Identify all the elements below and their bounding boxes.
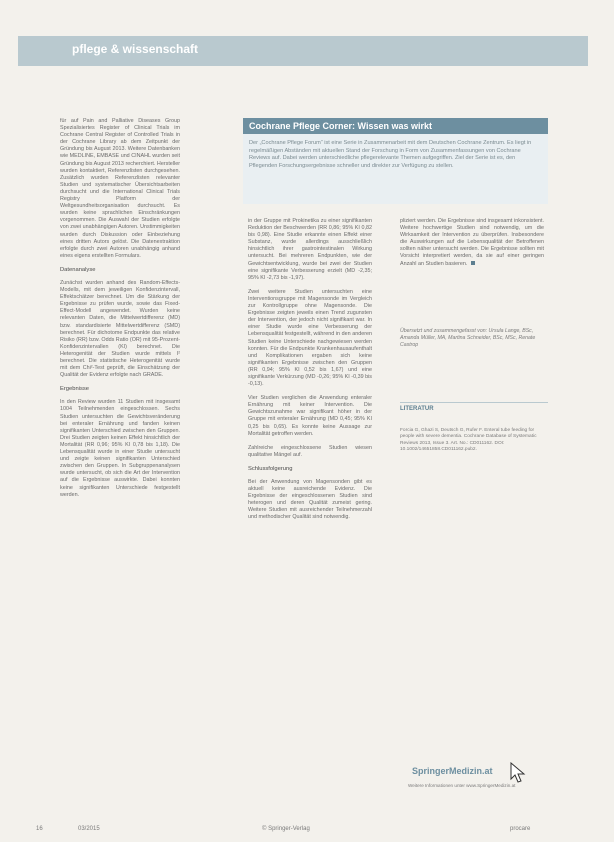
paragraph: Bei der Anwendung von Magensonden gibt es aktuell keine ausreichende Evidenz. Die Ergebnisse der eingeschlossenen Studien sind heterogen und deren Qualität zumeist gering. Weitere Studien mit ausreichender Teilnehmerzahl und methodischer Qualität sind notwendig. — [248, 479, 372, 521]
article-column-2 — [248, 218, 372, 718]
paragraph — [400, 218, 544, 268]
cochrane-info-box — [243, 118, 548, 204]
section-title: pflege & wissenschaft — [72, 42, 199, 56]
footer-page-number: 16 — [36, 826, 43, 832]
paragraph-text: pliziert werden. Die Ergebnisse sind insgesamt inkonsistent. Weitere hochwertige Studien sind notwendig, um die Wirksamkeit der Intervention zu überprüfen. Insbesondere die Auswirkungen auf die Lebensqualität der Betroffenen sollten näher untersucht werden. Die Ergebnisse sollten mit Vorsicht interpretiert werden, da sie auf einer geringen Anzahl an Studien basieren. — [400, 218, 544, 267]
subheading: Ergebnisse — [60, 386, 90, 393]
footer-issue: 03/2015 — [78, 826, 100, 832]
paragraph: Vier Studien verglichen die Anwendung enteraler Ernährung mit keiner Intervention. Die Gewichtszunahme war signifikant höher in der Gruppe mit enteraler Ernährung (MD 0,45; 95% KI 0,25 bis 0,65). Es konnte keine Aussage zur Mortalität getroffen werden. — [248, 395, 372, 437]
footer-journal: procare — [510, 826, 531, 832]
article-column-1 — [60, 118, 180, 728]
article-column-3 — [400, 218, 544, 308]
paragraph: Zahlreiche eingeschlossene Studien wiesen qualitative Mängel auf. — [248, 444, 372, 458]
end-mark-icon — [471, 261, 475, 265]
paragraph: für auf Pain and Palliative Diseases Group Spezialisiertes Register of Clinical Trials im Cochrane Central Register of Controlled Trials in der Cochrane Library ab dem Zeitpunkt der Gründung bis August 2013. Weitere Datenbanken wie MEDLINE, EMBASE und CINAHL wurden seit Gründung bis August 2013 recherchiert. Hersteller wurden kontaktiert, Referenzlisten durchgesehen. Zusätzlich wurden Referenzlisten relevanter Studien und systematischer Übersichtsarbeiten durchsucht und die International Clinical Trials Registry Platform der Weltgesundheitsorganisation durchsucht. Es wurden keine sprachlichen Einschränkungen vorgenommen. Die Auswahl der Studien erfolgte von zwei unabhängigen Autoren. Unstimmigkeiten wurden durch Diskussion oder Einbeziehung eines dritten Autors gelöst. Die Datenextraktion erfolgte durch zwei Autoren unabhängig anhand eines eigens erstellten Formulars. — [60, 118, 180, 259]
paragraph: In den Review wurden 11 Studien mit insgesamt 1004 Teilnehmenden eingeschlossen. Sechs Studien untersuchten die Gewichtsveränderung bei enteraler Ernährung und fanden keinen signifikanten Unterschied zwischen den Gruppen. Drei Studien zeigten keinen Effekt hinsichtlich der Mortalität (RR 0,96; 95% KI 0,78 bis 1,18). Die Lebensqualität wurde in einer Studie untersucht und zeigte keinen signifikanten Unterschied zwischen den Gruppen. In Subgruppenanalysen wurde untersucht, ob sich die Art der Intervention auf die Ergebnisse auswirkte. Dabei konnten keine signifikanten Unterschiede festgestellt werden. — [60, 399, 180, 498]
box-title: Cochrane Pflege Corner: Wissen was wirkt — [243, 118, 548, 134]
literature-divider — [400, 402, 548, 403]
subheading: Schlussfolgerung — [248, 465, 293, 472]
paragraph: Zunächst wurden anhand des Random-Effects-Modells, mit dem jeweiligen Konfidenzintervall, Effektschätzer berechnet. Um die Stärkung der Ergebnisse zu prüfen wurde, sowie das Fixed-Effect-Modell angewendet. Wurden keine relevanten Daten, die Mittelwertdifferenz (MD) bzw. standardisierte Mittelwertdifferenz (SMD) berechnet. Für dichotome Endpunkte das relative Risiko (RR) bzw. Odds Ratio (OR) mit 95-Prozent-Konfidenzintervallen (KI) berechnet. Die Heterogenität der Studien wurde mittels I² berechnet. Die statistische Heterogenität wurde mit dem Chi²-Test geprüft, die Einschätzung der Qualität der Evidenz erfolgte nach GRADE. — [60, 279, 180, 379]
paragraph: Zwei weitere Studien untersuchten eine Interventionsgruppe mit Magensonde im Vergleich zur Kontrollgruppe ohne Magensonde. Die Ergebnisse zeigten jeweils einen Trend zugunsten der Intervention, der jedoch nicht signifikant war. In einer Studie wurde eine Verbesserung der Lebensqualität festgestellt, während in den anderen Studien keine Unterschiede nachgewiesen werden konnten. Für die Endpunkte Krankenhausaufenthalt und Komplikationen ergaben sich keine signifikanten Ergebnisse zwischen den Gruppen (RR 0,94; 95% KI 0,52 bis 1,67) und eine signifikante Verkürzung (MD -0,26; 95% KI -0,39 bis -0,13). — [248, 288, 372, 388]
paragraph: in der Gruppe mit Prokinetika zu einer signifikanten Reduktion der Beschwerden (RR 0,86; 95% KI 0,82 bis 0,98). Eine Studie erkannte einen Effekt einer Substanz, wurde allerdings ausschließlich hinsichtlich ihrer gastrointestinalen Wirkung untersucht. Bei mehreren Endpunkten, wie der Gewichtsentwicklung, wurde bei zwei der Studien eine signifikante Verbesserung erzielt (MD -2,35; 95% KI -2,73 bis -1,97). — [248, 218, 372, 281]
translator-credit: Übersetzt und zusammengefasst von: Ursula Lange, BSc, Amanda Müller, MA, Martina Schneider, BSc, MSc, Renate Castrop — [400, 328, 536, 348]
literature-heading: LITERATUR — [400, 406, 434, 412]
cursor-icon — [510, 762, 526, 784]
logo-subtext: Weitere Informationen unter www.SpringerMedizin.at — [408, 783, 516, 788]
literature-reference: Forcia G, Ghazi S, Deutsch G, Rufer F. Enteral tube feeding for people with severe dementia. Cochrane Database of Systematic Reviews 2013, Issue 3. Art. No.: CD011162. DOI: 10.1002/14651858.CD011162.pub2. — [400, 428, 537, 453]
subheading: Datenanalyse — [60, 266, 96, 273]
springer-logo: SpringerMedizin.at — [412, 766, 493, 776]
footer-publisher: © Springer-Verlag — [262, 826, 310, 832]
box-text: Der „Cochrane Pflege Forum“ ist eine Serie in Zusammenarbeit mit dem Deutschen Cochrane Zentrum. Es liegt in regelmäßigen Abständen mit aktuellen Stand der Forschung in Form von Zusammenfassungen von Cochrane Reviews auf. Dabei werden unterschiedliche pflegerelevante Themen aufgegriffen. Ziel der Serie ist es, den Pflegenden Forschungsergebnisse schneller und direkter zur Verfügung zu stellen. — [249, 140, 532, 169]
